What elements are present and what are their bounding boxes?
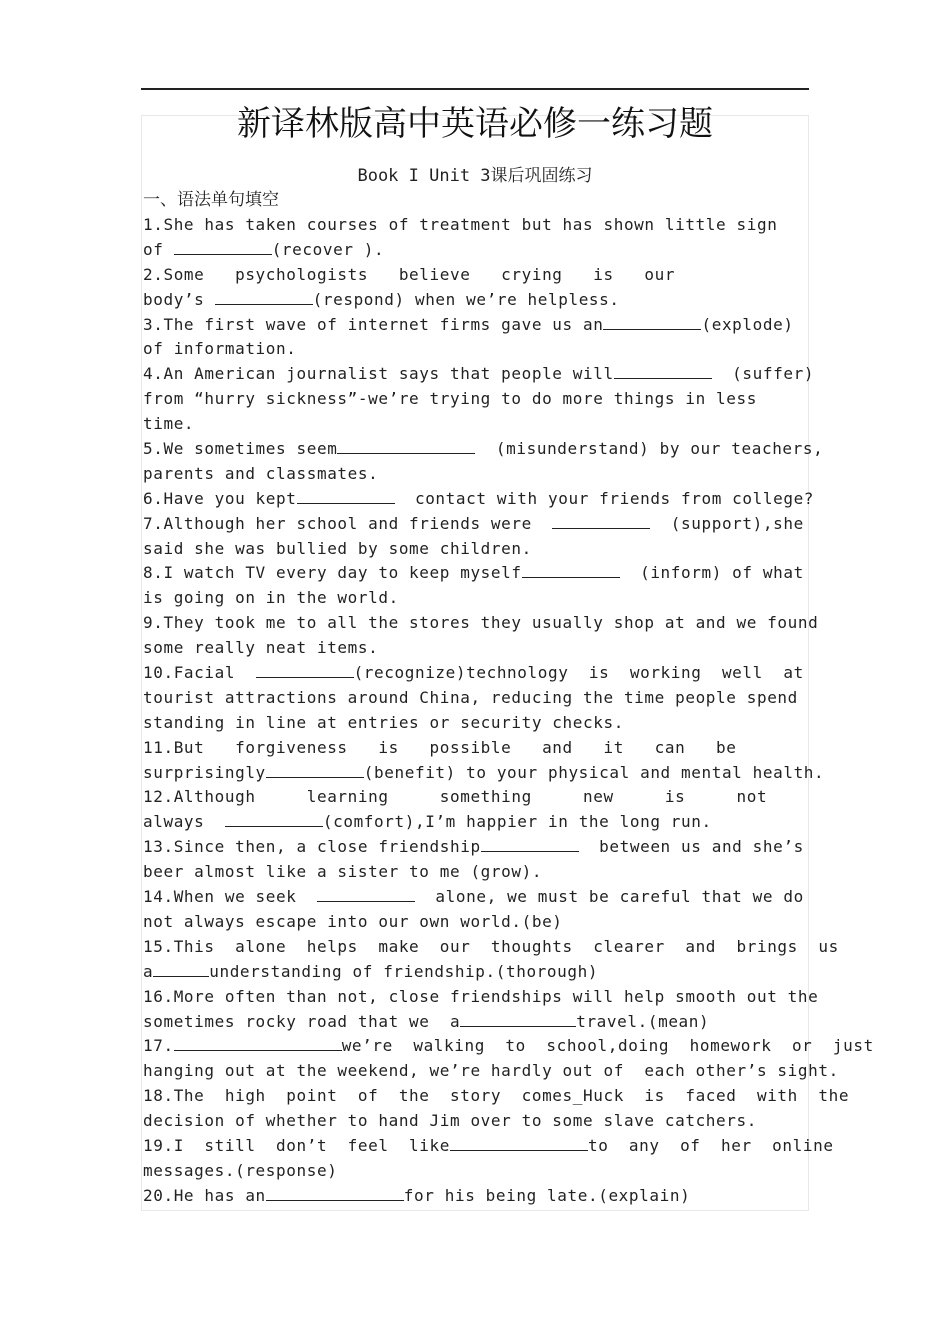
line-text: (inform) of what	[619, 563, 804, 583]
exercise-line	[143, 611, 819, 636]
line-text: 7.Although her school and friends were	[143, 513, 553, 533]
line-text: hanging out at the weekend, we’re hardly out of each other’s sight.	[143, 1061, 839, 1081]
line-text: 4.An American journalist says that people will	[143, 364, 614, 384]
line-text: 12.Although learning something new is not	[143, 787, 768, 807]
exercise-line	[143, 985, 819, 1010]
line-text: 17.	[143, 1036, 174, 1056]
line-text: parents and classmates.	[143, 463, 379, 483]
line-text: said she was bullied by some children.	[143, 538, 532, 558]
line-text: surprisingly	[143, 762, 266, 782]
line-text: 18.The high point of the story comes_Huck is faced with the	[143, 1086, 850, 1106]
line-text: tourist attractions around China, reducing the time people spend	[143, 687, 798, 707]
exercise-line	[143, 686, 807, 711]
exercise-line	[143, 1159, 807, 1184]
page-subtitle: Book I Unit 3课后巩固练习	[357, 166, 593, 186]
line-text: standing in line at entries or security checks.	[143, 712, 624, 732]
line-text: (suffer)	[711, 364, 815, 384]
line-text: 20.He has an	[143, 1185, 266, 1205]
exercise-line	[143, 835, 807, 860]
exercise-line	[143, 1109, 807, 1134]
line-text: 1.She has taken courses of treatment but has shown little sign	[143, 215, 778, 234]
answer-blank[interactable]	[614, 362, 712, 379]
exercise-line	[143, 462, 807, 487]
exercise-line	[143, 1184, 807, 1209]
exercise-line	[143, 761, 825, 786]
line-text: always	[143, 812, 225, 832]
line-text: beer almost like a sister to me (grow).	[143, 862, 543, 882]
line-text: 16.More often than not, close friendships will help smooth out the	[143, 986, 819, 1006]
exercise-line	[143, 736, 807, 761]
line-text: (recognize)technology is working well at	[353, 663, 804, 683]
line-text: not always escape into our own world.(be)	[143, 911, 563, 931]
line-text: some really neat items.	[143, 638, 379, 658]
exercise-line	[143, 661, 807, 686]
exercise-line	[143, 487, 815, 512]
exercise-line	[143, 1010, 807, 1035]
answer-blank[interactable]	[266, 1184, 404, 1201]
line-text: between us and she’s	[578, 837, 804, 857]
line-text: 8.I watch TV every day to keep myself	[143, 563, 522, 583]
line-text: 6.Have you kept	[143, 488, 297, 508]
exercise-line	[143, 960, 807, 985]
answer-blank[interactable]	[174, 238, 272, 255]
line-text: a	[143, 961, 154, 981]
line-text: (comfort),I’m happier in the long run.	[322, 812, 712, 832]
exercise-line	[143, 810, 807, 835]
exercise-line	[143, 263, 807, 288]
line-text: understanding of friendship.(thorough)	[209, 961, 599, 981]
exercise-line	[143, 387, 807, 412]
exercise-line	[143, 437, 824, 462]
answer-blank[interactable]	[522, 561, 620, 578]
line-text: (support),she	[650, 513, 804, 533]
answer-blank[interactable]	[256, 661, 354, 678]
exercise-line	[143, 860, 807, 885]
line-text: (respond) when we’re helpless.	[312, 289, 620, 309]
exercise-line	[143, 412, 807, 437]
exercise-line	[143, 1084, 850, 1109]
answer-blank[interactable]	[552, 512, 650, 529]
page-title: 新译林版高中英语必修一练习题	[237, 104, 713, 144]
top-rule	[141, 88, 809, 90]
answer-blank[interactable]	[450, 1134, 588, 1151]
line-text: 9.They took me to all the stores they usually shop at and we found	[143, 613, 819, 633]
line-text: (explode)	[701, 314, 794, 334]
line-text: 5.We sometimes seem	[143, 439, 338, 459]
line-text: time.	[143, 414, 195, 434]
answer-blank[interactable]	[225, 810, 323, 827]
line-text: we’re walking to school,doing homework or just	[341, 1036, 874, 1056]
line-text: 13.Since then, a close friendship	[143, 837, 481, 857]
exercise-line	[143, 1134, 834, 1159]
exercise-line	[143, 1059, 839, 1084]
exercise-line	[143, 711, 807, 736]
line-text: alone, we must be careful that we do	[414, 887, 804, 907]
answer-blank[interactable]	[603, 313, 701, 330]
line-text: contact with your friends from college?	[394, 488, 815, 508]
line-text: (misunderstand) by our teachers,	[475, 439, 824, 459]
exercise-line	[143, 362, 815, 387]
exercise-line	[143, 586, 807, 611]
answer-blank[interactable]	[174, 1034, 342, 1051]
line-text: sometimes rocky road that we a	[143, 1011, 461, 1031]
exercise-line	[143, 313, 807, 338]
answer-blank[interactable]	[297, 487, 395, 504]
exercise-line	[143, 1034, 874, 1059]
line-text: from “hurry sickness”-we’re trying to do more things in less	[143, 389, 757, 409]
exercise-line	[143, 288, 807, 313]
line-text: to any of her online	[587, 1135, 834, 1155]
line-text: of information.	[143, 339, 297, 359]
line-text: 10.Facial	[143, 663, 256, 683]
answer-blank[interactable]	[153, 960, 209, 977]
section-heading: 一、语法单句填空	[143, 190, 279, 210]
answer-blank[interactable]	[215, 288, 313, 305]
exercise-line	[143, 636, 807, 661]
exercise-line	[143, 885, 807, 910]
exercise-line	[143, 561, 807, 586]
answer-blank[interactable]	[337, 437, 475, 454]
exercise-line	[143, 537, 807, 562]
exercise-line	[143, 910, 807, 935]
line-text: of	[143, 239, 174, 259]
line-text: body’s	[143, 289, 215, 309]
line-text: travel.(mean)	[576, 1011, 710, 1031]
line-text: (benefit) to your physical and mental health.	[363, 762, 825, 782]
answer-blank[interactable]	[460, 1010, 576, 1027]
exercise-line	[143, 935, 839, 960]
exercise-line	[143, 238, 807, 263]
exercise-list	[143, 213, 874, 1209]
line-text: messages.(response)	[143, 1160, 338, 1180]
line-text: decision of whether to hand Jim over to some slave catchers.	[143, 1111, 757, 1131]
exercise-line	[143, 213, 807, 238]
line-text: 19.I still don’t feel like	[143, 1135, 450, 1155]
line-text: (recover ).	[271, 239, 385, 259]
line-text: 3.The first wave of internet firms gave us an	[143, 314, 604, 334]
line-text: 2.Some psychologists believe crying is our	[143, 264, 676, 284]
line-text: is going on in the world.	[143, 588, 399, 608]
line-text: 15.This alone helps make our thoughts clearer and brings us	[143, 936, 839, 956]
exercise-line	[143, 512, 807, 537]
exercise-line	[143, 785, 807, 810]
line-text: for his being late.(explain)	[403, 1185, 691, 1205]
line-text: 14.When we seek	[143, 887, 317, 907]
answer-blank[interactable]	[317, 885, 415, 902]
exercise-line	[143, 337, 807, 362]
answer-blank[interactable]	[266, 761, 364, 778]
answer-blank[interactable]	[481, 835, 579, 852]
line-text: 11.But forgiveness is possible and it can be	[143, 737, 737, 757]
